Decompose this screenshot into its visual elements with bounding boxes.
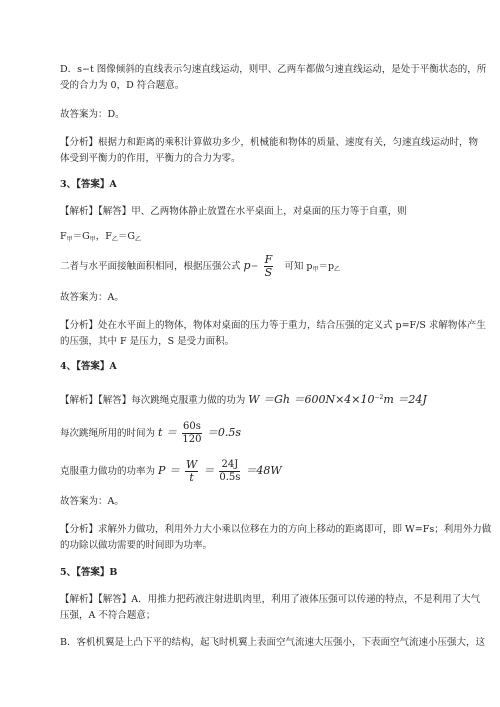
time-fraction [182,421,202,446]
question-3-explain: 【解析】【解答】甲、乙两物体静止放置在水平桌面上，对桌面的压力等于自重，则 [60,206,407,217]
question-4-analysis-line2: 的功除以做功需要的时间即为功率。 [60,540,213,551]
eq-sub2: 甲 [89,236,96,243]
power-fraction-2 [219,459,240,484]
question-5-title: 5、【答案】B [60,567,118,578]
question-5-line2: 压强，A 不符合题意； [60,610,156,621]
power-denominator-2: 0.5s [219,472,241,483]
work-pre: 【解析】【解答】每次跳绳克服重力做的功为 [60,395,246,406]
formula-p: p [243,259,251,272]
para-d-line2: 受的合力为 0，D 符合题意。 [60,80,185,91]
question-3-title: 3、【答案】A [60,179,117,190]
question-4-work [60,392,427,407]
question-5-line1: 【解析】【解答】A．用推力把药液注射进肌肉里，利用了液体压强可以传递的特点，不是利用了大气 [60,594,481,605]
eq-f1: F [60,231,67,242]
time-var: t ＝ [158,426,177,439]
power-end: ＝48W [245,464,282,477]
work-end: m ＝24J [383,393,427,406]
question-4-answer: 故答案为：A。 [60,496,124,507]
answer-line-1: 故答案为：D。 [60,109,125,120]
question-4-title: 4、【答案】A [60,361,117,372]
work-eq: W ＝Gh ＝600N×4×10 [248,393,375,406]
eq-mid: ＝G [72,231,90,242]
formula-pre: 二者与水平面接触面积相同，根据压强公式 [60,261,241,272]
eq-sub3: 乙 [111,236,118,243]
power-denominator-1: t [189,471,194,484]
question-5-line3: B．客机机翼是上凸下平的结构，起飞时机翼上表面空气流速大压强小，下表面空气流速小压强大，这 [60,637,485,648]
eq-sub4: 乙 [134,236,141,243]
formula-fraction [264,254,274,279]
power-fraction-1 [185,459,198,484]
eq-sub1: 甲 [66,236,73,243]
power-numerator-1: W [185,458,198,471]
work-exp: −2 [374,394,384,401]
time-end: ＝0.5s [206,426,242,439]
post-sub1: 甲 [312,266,319,273]
analysis-1-line1: 【分析】根据力和距离的乘积计算做功多少，机械能和物体的质量、速度有关，匀速直线运动时，物 [60,137,479,148]
power-pre: 克服重力做功的功率为 [60,466,156,477]
question-3-answer: 故答案为：A。 [60,292,124,303]
power-mid: ＝ [203,464,215,477]
question-3-pressure-formula [60,253,340,283]
power-numerator-2: 24J [219,459,240,472]
para-d-line1: D．s−t 图像倾斜的直线表示匀速直线运动，则甲、乙两车都做匀速直线运动，是处于平衡状态的，所 [60,64,487,75]
question-3-analysis-line1: 【分析】处在水平面上的物体，物体对桌面的压力等于重力，结合压强的定义式 p=F/S 求解物体产生 [60,320,486,331]
eq-sep: ， [95,231,106,242]
question-3-analysis-line2: 的压强，其中 F 是压力，S 是受力面积。 [60,336,235,347]
question-3-force-equation [60,231,141,246]
analysis-1-line2: 体受到平衡力的作用，平衡力的合力为零。 [60,153,241,164]
formula-post: 可知 p [284,261,313,272]
post-mid: ＝p [318,261,335,272]
formula-eq-sign: ＝ [250,262,259,271]
post-sub2: 乙 [334,266,341,273]
formula-denominator: S [264,266,273,279]
eq-end: ＝G [117,231,135,242]
question-4-power [60,457,282,486]
time-pre: 每次跳绳所用的时间为 [60,428,156,439]
power-var: P ＝ [158,464,180,477]
eq-f2: F [105,231,112,242]
question-4-time [60,419,241,448]
question-4-analysis-line1: 【分析】求解外力做功，利用外力大小乘以位移在力的方向上移动的距离即可，即 W=Fs；利用外力做 [60,524,492,535]
time-denominator: 120 [182,434,202,445]
formula-numerator: F [264,253,273,266]
time-numerator: 60s [183,421,201,432]
